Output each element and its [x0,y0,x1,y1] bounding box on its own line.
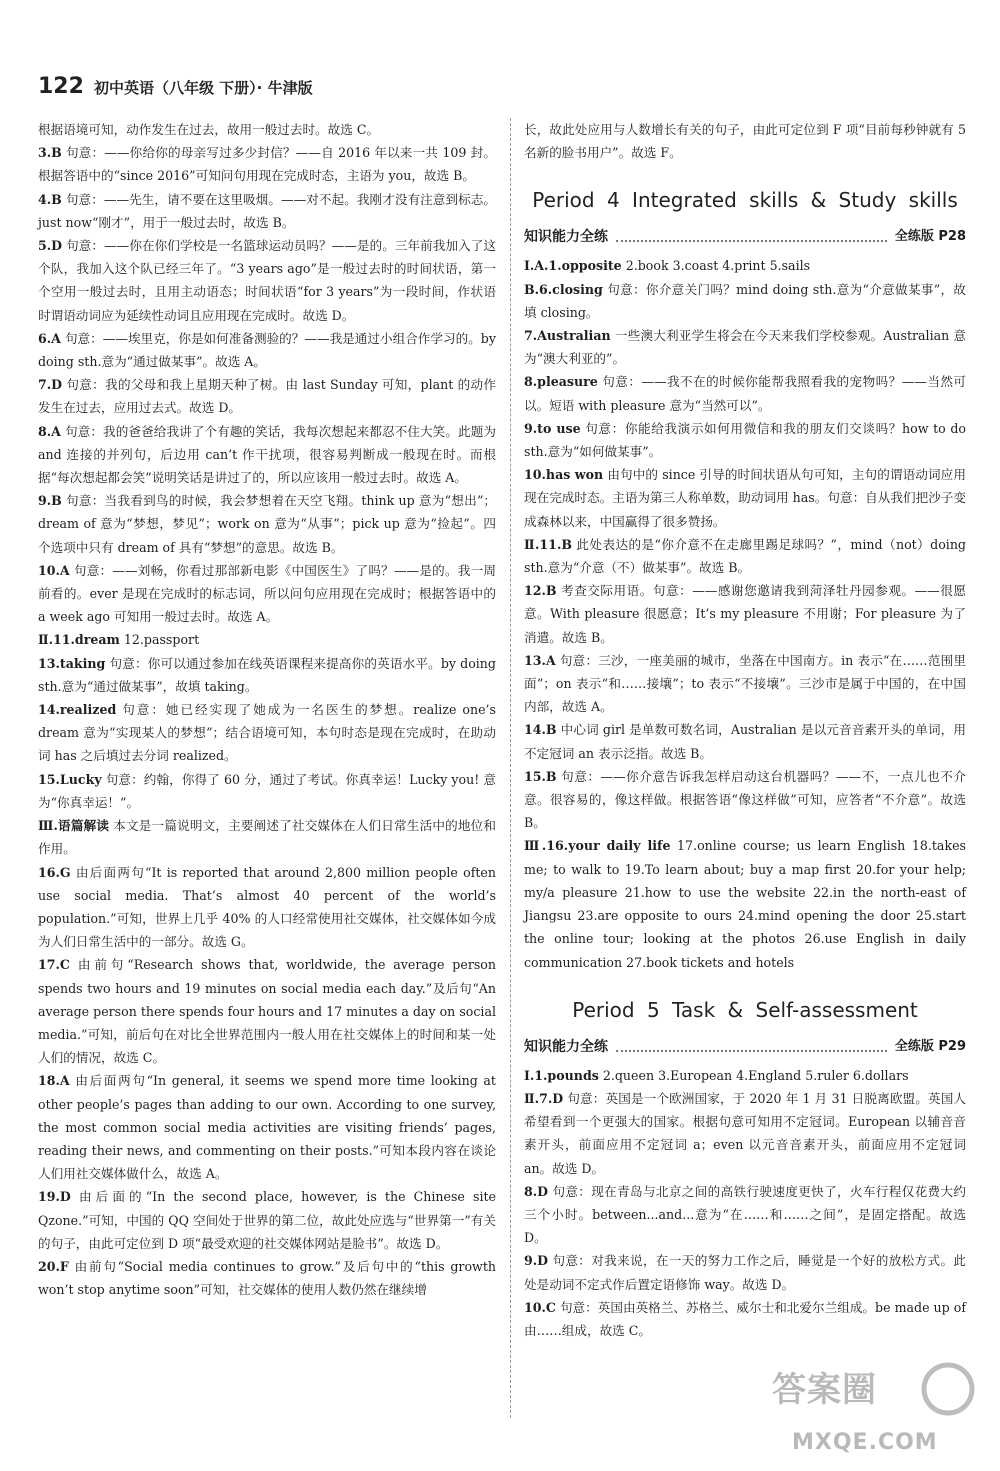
answer-number: Ⅰ.A.1.opposite [524,258,622,274]
watermark-circle-icon [924,1365,972,1413]
answer-number: 16.G [38,864,71,880]
page-reference: 全练版 P28 [894,229,966,245]
answer-item [524,1087,966,1180]
answer-text: 一些澳大利亚学生将会在今天来我们学校参观。Australian 意为“澳大利亚的”。 [524,328,966,367]
answer-text: 由前句“Social media continues to grow.”及后句中的“this growth won’t stop anytime soon”可知，社交媒体的使用人数仍然在继续增 [38,1258,496,1298]
answer-text: 句意：——你给你的母亲写过多少封信？——自 2016 年以来一共 109 封。根据答语中的“since 2016”可知问句用现在完成时态，主语为 you，故选 B。 [38,145,496,184]
answer-number: 12.B [524,583,557,599]
answer-number: 10.has won [524,467,604,483]
answer-item [524,1064,966,1087]
answer-text: 句意：英国由英格兰、苏格兰、威尔士和北爱尔兰组成。be made up of 由……组成，故选 C。 [524,1299,966,1338]
answer-text: 句意：英国是一个欧洲国家，于 2020 年 1 月 31 日脱离欧盟。英国人希望看到一个更强大的国家。根据句意可知用不定冠词。European 以辅音音素开头，前面应用不定冠词 a；even 以元音音素开头，前面应用不定冠词 an。故选 D。 [524,1090,967,1176]
answer-text: 句意：——埃里克，你是如何准备测验的？——我是通过小组合作学习的。by doing sth.意为“通过做某事”。故选 A。 [38,330,496,370]
page-number: 122 [38,74,84,99]
answer-text: 句意：你可以通过参加在线英语课程来提高你的英语水平。by doing sth.意为“通过做某事”，故填 taking。 [38,655,496,694]
answer-text: 17.online course; us learn English 18.takes me; to walk to 19.To learn about; buy a map first 20.for your help; my/a pleasure 21.how to use the website 22.in the north-east of Jiangsu 23.are opposite to ours 24.mind opening the door 25.start the online tour; looking at the photos 26.use English in daily communication 27.book tickets and hotels [524,838,966,970]
answer-text: 根据语境可知，动作发生在过去，故用一般过去时。故选 C。 [38,122,380,137]
right-column [524,118,966,1342]
answer-text: 句意：你介意关门吗？mind doing sth.意为“介意做某事”，故填 closing。 [524,281,966,320]
answer-item [524,834,966,973]
answer-item [38,698,496,768]
answer-number: 7.D [38,377,63,393]
answer-text: 句意：——先生，请不要在这里吸烟。——对不起。我刚才没有注意到标志。just now“刚才”，用于一般过去时，故选 B。 [38,191,496,230]
answer-text: 句意：约翰，你得了 60 分，通过了考试。你真幸运！Lucky you! 意为“你真幸运！”。 [38,771,496,810]
answer-number: 8.pleasure [524,374,598,390]
answer-text: 由后面两句“It is reported that around 2,800 million people often use social media. That’s almost 40 percent of the world’s population.”可知，世界上几乎 40% 的人口经常使用社交媒体，社交媒体如今成为人们日常生活中的一部分。故选 G。 [38,864,496,950]
answer-number: 3.B [38,145,62,161]
answer-number: 13.A [524,652,556,668]
answer-item [38,1255,496,1301]
answer-text: 句意：——刘畅，你看过那部新电影《中国医生》了吗？——是的。我一周前看的。ever 是现在完成时的标志词，所以问句应用现在完成时；根据答语中的 a week ago 可知用一般过去时。故选 A。 [38,562,497,625]
answer-item [524,463,966,533]
period4-answers [524,254,966,973]
answer-number: 9.D [524,1253,549,1269]
answer-item [38,628,496,651]
answer-item [524,118,966,164]
answer-item [524,718,966,764]
answer-item [524,1249,966,1295]
dotted-leader [616,1042,887,1052]
answer-number: 5.D [38,238,63,254]
answer-item [524,1296,966,1342]
answer-item [524,649,966,719]
answer-item [38,141,496,187]
answer-item [524,579,966,649]
skill-label: 知识能力全练 [524,1038,608,1055]
answer-item [38,420,496,490]
answer-text: 由后面两句“In general, it seems we spend more time looking at other people’s pages than adding to our own. According to one survey, the most common social media activities are visiting friends’ pages, reading their news, and commenting on their posts.”可知本段内容在谈论人们用社交媒体做什么，故选 A。 [38,1073,496,1182]
answer-item [38,953,496,1069]
answer-text: 由前句“Research shows that, worldwide, the average person spends two hours and 19 minutes on social media each day.”及后句“An average person there spends four hours and 17 minutes a day on social media.”可知，前后句在对比全世界范围内一般人用在社交媒体上的时间和某一处人们的情况，故选 C。 [38,957,497,1066]
answer-number: B.6.closing [524,281,603,297]
answer-text: 此处表达的是“你介意不在走廊里踢足球吗？”，mind（not）doing sth.意为“介意（不）做某事”。故选 B。 [524,536,966,576]
skill-heading-p5 [524,1036,966,1058]
answer-number: 9.to use [524,420,581,436]
page-reference: 全练版 P29 [894,1038,966,1054]
answer-number: 15.B [524,768,557,784]
answer-number: Ⅰ.1.pounds [524,1067,599,1083]
answer-item [38,652,496,698]
answer-text: 句意：——你在你们学校是一名篮球运动员吗？——是的。三年前我加入了这个队，我加入这个队已经三年了。“3 years ago”是一般过去时的时间状语，第一个空用一般过去时，且用主动语态；时间状语“for 3 years”为一段时间，作状语时谓语动词应为延续性动词且应用现在完成时。故选 D。 [38,238,496,323]
answer-text: 句意：三沙，一座美丽的城市，坐落在中国南方。in 表示“在……范围里面”；on 表示“和……接壤”；to 表示“不接壤”。三沙市是属于中国的，在中国内部，故选 A。 [524,652,966,715]
answer-item [38,861,496,954]
answer-text: 句意：我的父母和我上星期天种了树。由 last Sunday 可知，plant 的动作发生在过去，应用过去式。故选 D。 [38,377,496,416]
book-title: 初中英语（八年级 下册）· 牛津版 [93,79,313,97]
answer-number: 8.D [524,1183,549,1199]
answer-item [524,278,966,324]
answer-number: 14.realized [38,702,117,718]
answer-number: 7.Australian [524,328,611,344]
left-column [38,118,496,1301]
answer-number: 4.B [38,191,62,207]
answer-item [38,327,496,373]
answer-number: 17.C [38,957,70,973]
answer-item [38,489,496,559]
watermark-text-url: MXQE.COM [792,1430,938,1455]
dotted-leader [616,232,887,242]
skill-heading-p4 [524,226,966,248]
answer-text: 句意：对我来说，在一天的努力工作之后，睡觉是一个好的放松方式。此处是动词不定式作后置定语修饰 way。故选 D。 [524,1253,967,1292]
answer-item [38,559,496,629]
answer-text: 句意：——我不在的时候你能帮我照看我的宠物吗？——当然可以。短语 with pleasure 意为“当然可以”。 [524,374,966,413]
answer-text: 句意：她已经实现了她成为一名医生的梦想。realize one’s dream 意为“实现某人的梦想”；结合语境可知，本句时态是现在完成时，在助动词 has 之后填过去分词 realized。 [38,702,496,764]
answer-text: 本文是一篇说明文，主要阐述了社交媒体在人们日常生活中的地位和作用。 [38,818,496,857]
answer-item [38,1069,496,1185]
answer-number: 10.A [38,562,70,578]
answer-text: 考查交际用语。句意：——感谢您邀请我到菏泽牡丹园参观。——很愿意。With pleasure 很愿意；It’s my pleasure 不用谢；For pleasure 为了消遣。故选 B。 [524,583,966,645]
answer-item [524,324,966,370]
answer-number: Ⅱ.7.D [524,1090,564,1106]
answer-text: 由句中的 since 引导的时间状语从句可知，主句的谓语动词应用现在完成时态。主语为第三人称单数，助动词用 has。句意：自从我们把沙子变成森林以来，中国赢得了很多赞扬。 [524,467,966,529]
watermark-text-cn: 答案圈 [772,1370,877,1410]
answer-item [524,417,966,463]
answer-number: 20.F [38,1258,69,1274]
answer-item [524,533,966,579]
answer-text: 句意：现在青岛与北京之间的高铁行驶速度更快了，火车行程仅花费大约三个小时。between...and...意为“在……和……之间”，是固定搭配。故选 D。 [524,1183,967,1246]
answer-number: 15.Lucky [38,771,102,787]
answer-text: 句意：我的爸爸给我讲了个有趣的笑话，我每次想起来都忍不住大笑。此题为 and 连接的并列句，后边用 can’t 作干扰项，很容易判断成一般现在时。而根据“每次想起都会笑”说明笑话是讲过了的，所以应该用一般过去时。故选 A。 [38,423,496,486]
watermark-logo [752,1351,982,1461]
answer-number: 19.D [38,1189,71,1205]
answer-item [524,765,966,835]
answer-number: Ⅲ.16.your daily life [524,838,671,854]
answer-number: 8.A [38,423,61,439]
page-header [38,74,313,110]
answer-item [38,814,496,860]
answer-number: 18.A [38,1073,70,1089]
answer-text: 2.book 3.coast 4.print 5.sails [625,258,811,274]
answer-text: 句意：你能给我演示如何用微信和我的朋友们交谈吗？how to do sth.意为“如何做某事”。 [524,420,966,460]
period5-answers [524,1064,966,1342]
answer-item [38,1185,496,1255]
answer-text: 由后面的“In the second place, however, is the Chinese site Qzone.”可知，中国的 QQ 空间处于世界的第二位，故此处应选与“世界第一”有关的句子，由此可定位到 D 项“最受欢迎的社交媒体网站是脸书”。故选 D。 [38,1189,496,1251]
answer-number: 9.B [38,493,62,509]
answer-text: 2.queen 3.European 4.England 5.ruler 6.dollars [602,1067,909,1083]
answer-text: 句意：当我看到鸟的时候，我会梦想着在天空飞翔。think up 意为“想出”；dream of 意为“梦想，梦见”；work on 意为“从事”；pick up 意为“捡起”。四个选项中只有 dream of 具有“梦想”的意思。故选 B。 [38,493,496,555]
answer-number: 14.B [524,722,557,738]
answer-item [38,234,496,327]
answer-text: 句意：——你介意告诉我怎样启动这台机器吗？——不，一点儿也不介意。很容易的，像这样做。根据答语“像这样做”可知，应答者“不介意”。故选 B。 [524,768,966,831]
section-title-period4: Period 4 Integrated skills & Study skills [532,188,958,213]
answer-item [38,768,496,814]
answer-item [38,118,496,141]
section-title-period5: Period 5 Task & Self-assessment [572,997,918,1022]
answer-number: Ⅱ.11.dream [38,632,120,648]
answer-text: 12.passport [123,632,200,648]
answer-number: 6.A [38,330,61,346]
answer-number: Ⅲ.语篇解读 [38,818,110,834]
answer-item [524,370,966,416]
answer-item [524,1180,966,1250]
answer-text: 中心词 girl 是单数可数名词，Australian 是以元音音素开头的单词，用不定冠词 an 表示泛指。故选 B。 [524,722,966,761]
answer-item [38,373,496,419]
answer-number: 13.taking [38,655,106,671]
skill-label: 知识能力全练 [524,229,608,246]
answer-number: 10.C [524,1299,556,1315]
answer-text: 长，故此处应用与人数增长有关的句子，由此可定位到 F 项“目前每秒钟就有 5 名新的脸书用户”。故选 F。 [524,122,966,161]
answer-item [38,188,496,234]
answer-number: Ⅱ.11.B [524,536,572,552]
column-divider [510,118,511,1418]
answer-item [524,254,966,277]
